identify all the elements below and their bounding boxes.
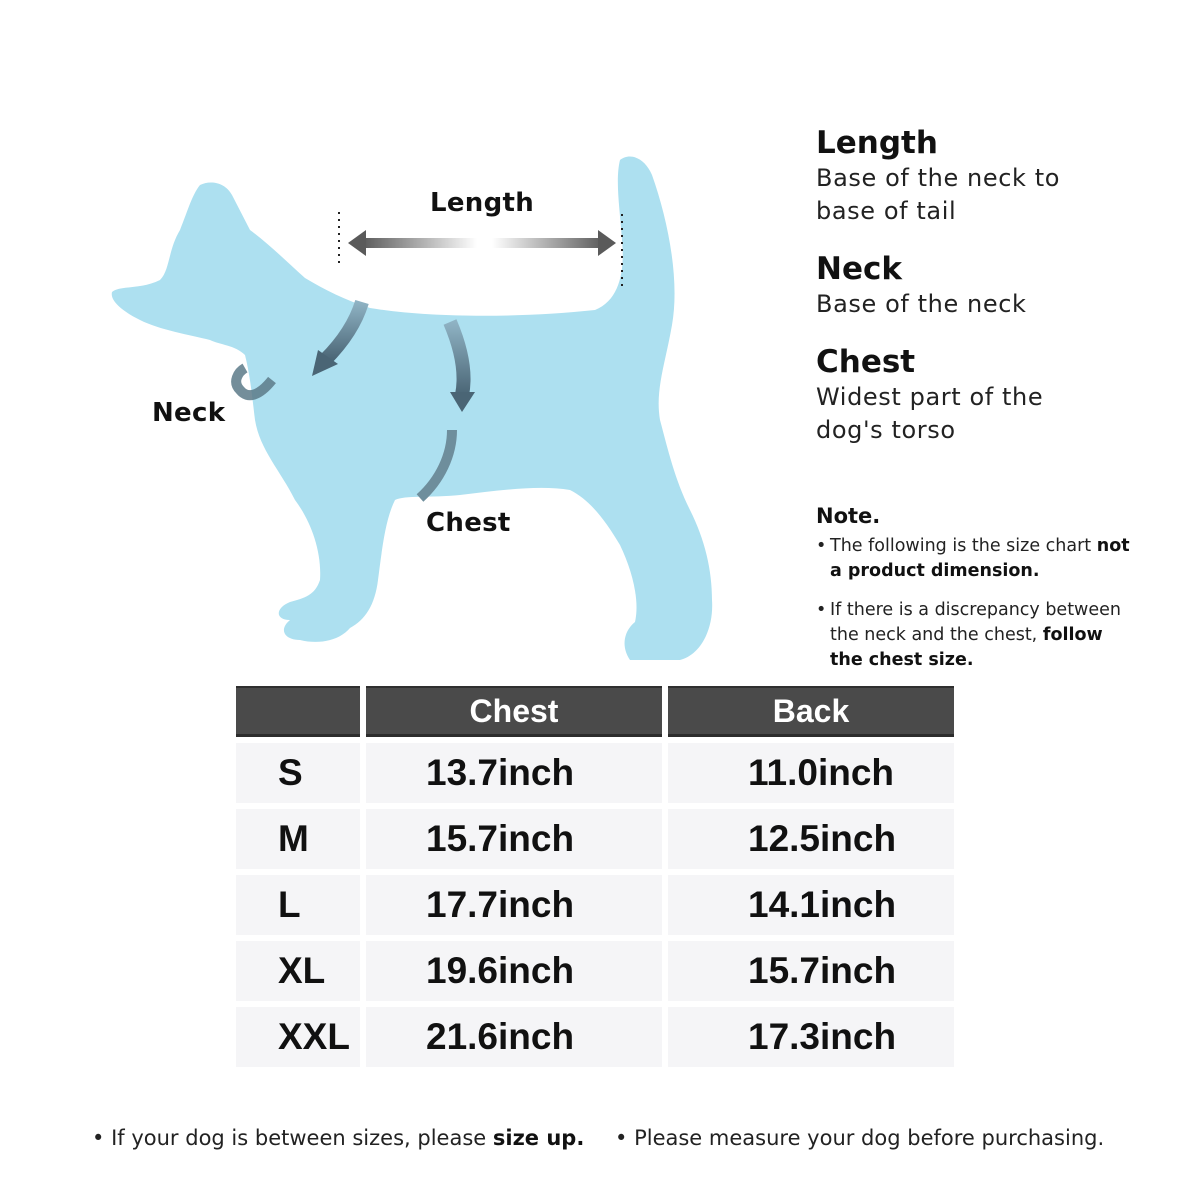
definition-description: dog's torso (816, 416, 956, 444)
cell-chest: 13.7inch (366, 743, 662, 803)
cell-back: 14.1inch (668, 875, 954, 935)
note-item (816, 534, 1136, 584)
cell-size: S (236, 743, 360, 803)
footer-text: If your dog is between sizes, please (111, 1126, 487, 1150)
table-row (236, 803, 954, 869)
cell-size: XXL (236, 1007, 360, 1067)
footer-tips (92, 1126, 1132, 1150)
definition-title: Neck (816, 251, 902, 287)
header-chest: Chest (366, 686, 662, 737)
definition-description: Widest part of the (816, 383, 1044, 411)
footer-bold-text: size up. (492, 1126, 585, 1150)
length-label: Length (430, 188, 535, 218)
table-row (236, 935, 954, 1001)
note-text: If there is a discrepancy between the neck and the chest, (830, 600, 1121, 645)
size-chart-table (236, 686, 954, 1067)
table-header-row (236, 686, 954, 737)
cell-size: XL (236, 941, 360, 1001)
table-row (236, 737, 954, 803)
definition-title: Chest (816, 344, 916, 380)
definition-neck (816, 250, 1146, 321)
header-back: Back (668, 686, 954, 737)
cell-back: 17.3inch (668, 1007, 954, 1067)
header-size (236, 686, 360, 737)
note-bold-text: not a product dimension. (830, 536, 1130, 581)
cell-chest: 21.6inch (366, 1007, 662, 1067)
definition-description: Base of the neck (816, 290, 1027, 318)
note-text: The following is the size chart (830, 536, 1092, 556)
bullet-icon: • (92, 1126, 105, 1150)
cell-chest: 19.6inch (366, 941, 662, 1001)
footer-text: Please measure your dog before purchasing. (634, 1126, 1105, 1150)
cell-chest: 17.7inch (366, 875, 662, 935)
definition-description: base of tail (816, 197, 957, 225)
cell-size: L (236, 875, 360, 935)
definition-length (816, 124, 1146, 228)
note-bold-text: follow the chest size. (830, 625, 1103, 670)
bullet-icon: • (615, 1126, 628, 1150)
note-section (816, 504, 1136, 687)
cell-chest: 15.7inch (366, 809, 662, 869)
definition-title: Length (816, 125, 938, 161)
definition-description: Base of the neck to (816, 164, 1061, 192)
chest-label: Chest (426, 508, 511, 538)
cell-back: 12.5inch (668, 809, 954, 869)
cell-size: M (236, 809, 360, 869)
cell-back: 11.0inch (668, 743, 954, 803)
cell-back: 15.7inch (668, 941, 954, 1001)
note-title: Note. (816, 504, 881, 528)
bullet-icon: • (816, 536, 827, 556)
footer-tip-measure (615, 1126, 1104, 1150)
footer-tip-size-up (92, 1126, 591, 1150)
table-row (236, 869, 954, 935)
note-item (816, 598, 1136, 673)
bullet-icon: • (816, 600, 827, 620)
definition-chest (816, 343, 1146, 447)
measurement-definitions (816, 124, 1146, 469)
table-row (236, 1001, 954, 1067)
neck-label: Neck (152, 398, 226, 428)
